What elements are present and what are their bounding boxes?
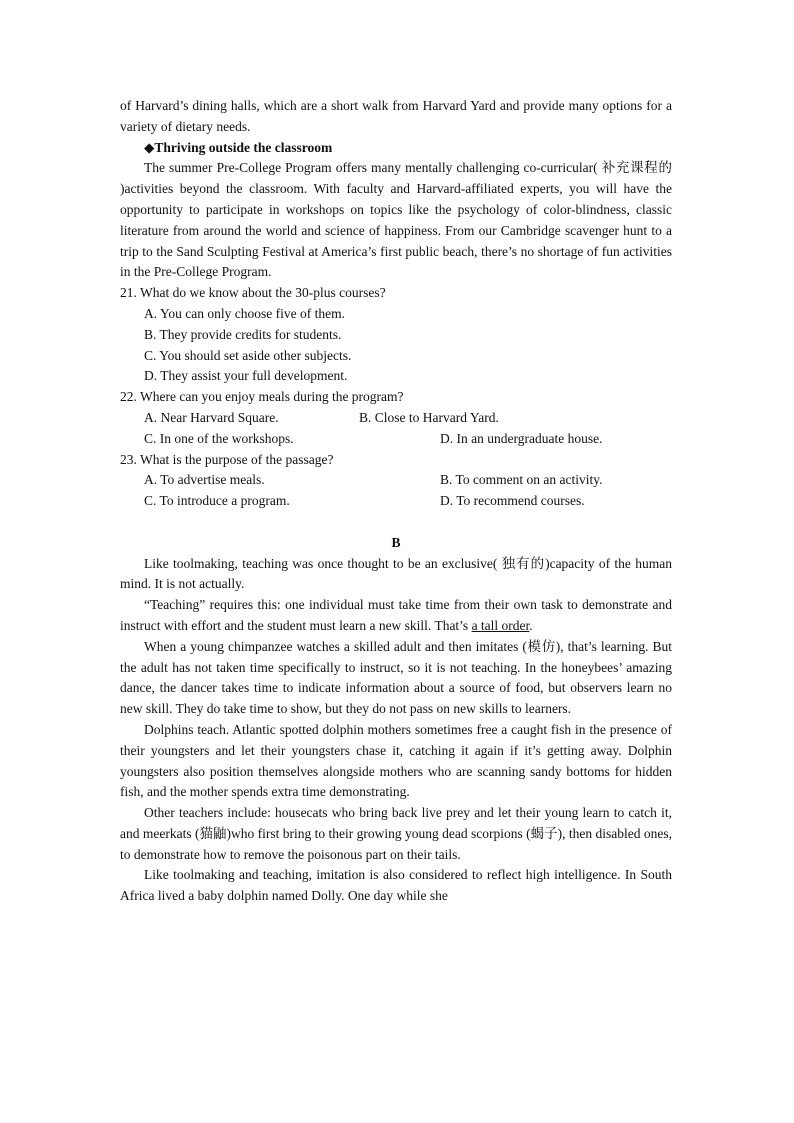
paragraph-b5: Other teachers include: housecats who bring back live prey and let their young learn to catch it, and meerkats (猫鼬)who first bring to their growing young dead scorpions (蝎子), then disabled ones, to demonstrate how to remove the poisonous part on their tails. xyxy=(120,805,672,862)
question-22-stem: 22. Where can you enjoy meals during the program? xyxy=(120,389,404,405)
paragraph-b2 xyxy=(120,595,672,637)
question-22-option-d: D. In an undergraduate house. xyxy=(440,430,603,446)
text-column xyxy=(120,96,672,907)
question-22-options xyxy=(120,408,672,450)
question-23-option-a: A. To advertise meals. xyxy=(144,472,265,488)
paragraph-b3: When a young chimpanzee watches a skilled adult and then imitates (模仿), that’s learning. But the adult has not taken time specifically to instruct, so it is not teaching. In the honeybees’ amazing dance, the dancer takes time to indicate information about a source of food, but observers learn no new skill. They do take time to show, but they do not pass on new skills to learners. xyxy=(120,638,672,717)
question-23-stem: 23. What is the purpose of the passage? xyxy=(120,451,334,467)
question-22-option-a: A. Near Harvard Square. xyxy=(144,409,279,425)
question-23-option-d: D. To recommend courses. xyxy=(440,493,585,509)
paragraph-b2-text: “Teaching” requires this: one individual must take time from their own task to demonstrate and instruct with effort and the student must learn a new skill. That’s xyxy=(120,597,672,633)
question-22-row-2 xyxy=(144,429,672,450)
paragraph-dining: of Harvard’s dining halls, which are a short walk from Harvard Yard and provide many options for a variety of dietary needs. xyxy=(120,98,672,134)
section-heading: ◆Thriving outside the classroom xyxy=(144,139,333,155)
question-23-row-2 xyxy=(144,491,672,512)
section-b-title: B xyxy=(391,534,401,550)
question-22-option-b: B. Close to Harvard Yard. xyxy=(359,409,499,425)
question-23-option-b: B. To comment on an activity. xyxy=(440,472,603,488)
paragraph-b2-end: . xyxy=(529,617,533,633)
question-21-option-a: A. You can only choose five of them. xyxy=(144,305,345,321)
question-22-option-c: C. In one of the workshops. xyxy=(144,430,294,446)
question-21-options xyxy=(120,304,672,387)
question-23-option-c: C. To introduce a program. xyxy=(144,493,290,509)
paragraph-b4: Dolphins teach. Atlantic spotted dolphin mothers sometimes free a caught fish in the presence of their youngsters and let their youngsters chase it, catching it again if it’s getting away. Dolphin youngsters also position themselves alongside mothers who are scanning sandy bottoms for hidden fish, and the mother spends extra time demonstrating. xyxy=(120,721,672,800)
question-21-stem: 21. What do we know about the 30-plus courses? xyxy=(120,285,386,301)
question-21-option-c: C. You should set aside other subjects. xyxy=(144,347,352,363)
tall-order-underlined: a tall order xyxy=(471,617,530,633)
question-22-row-1 xyxy=(144,408,672,429)
question-21-option-d: D. They assist your full development. xyxy=(144,368,348,384)
question-23-row-1 xyxy=(144,470,672,491)
paragraph-thriving: The summer Pre-College Program offers many mentally challenging co-curricular( 补充课程的 )activities beyond the classroom. With faculty and Harvard-affiliated experts, you will have the opportunity to participate in workshops on topics like the psychology of color-blindness, classic literature from around the world and science of happiness. From our Cambridge scavenger hunt to a trip to the Sand Sculpting Festival at America’s first public beach, there’s no shortage of fun activities in the Pre-College Program. xyxy=(120,160,672,280)
paragraph-b1: Like toolmaking, teaching was once thought to be an exclusive( 独有的)capacity of the human mind. It is not actually. xyxy=(120,555,672,592)
question-23-options xyxy=(120,470,672,512)
paragraph-b6: Like toolmaking and teaching, imitation is also considered to reflect high intelligence. In South Africa lived a baby dolphin named Dolly. One day while she xyxy=(120,867,672,904)
question-21-option-b: B. They provide credits for students. xyxy=(144,326,342,342)
